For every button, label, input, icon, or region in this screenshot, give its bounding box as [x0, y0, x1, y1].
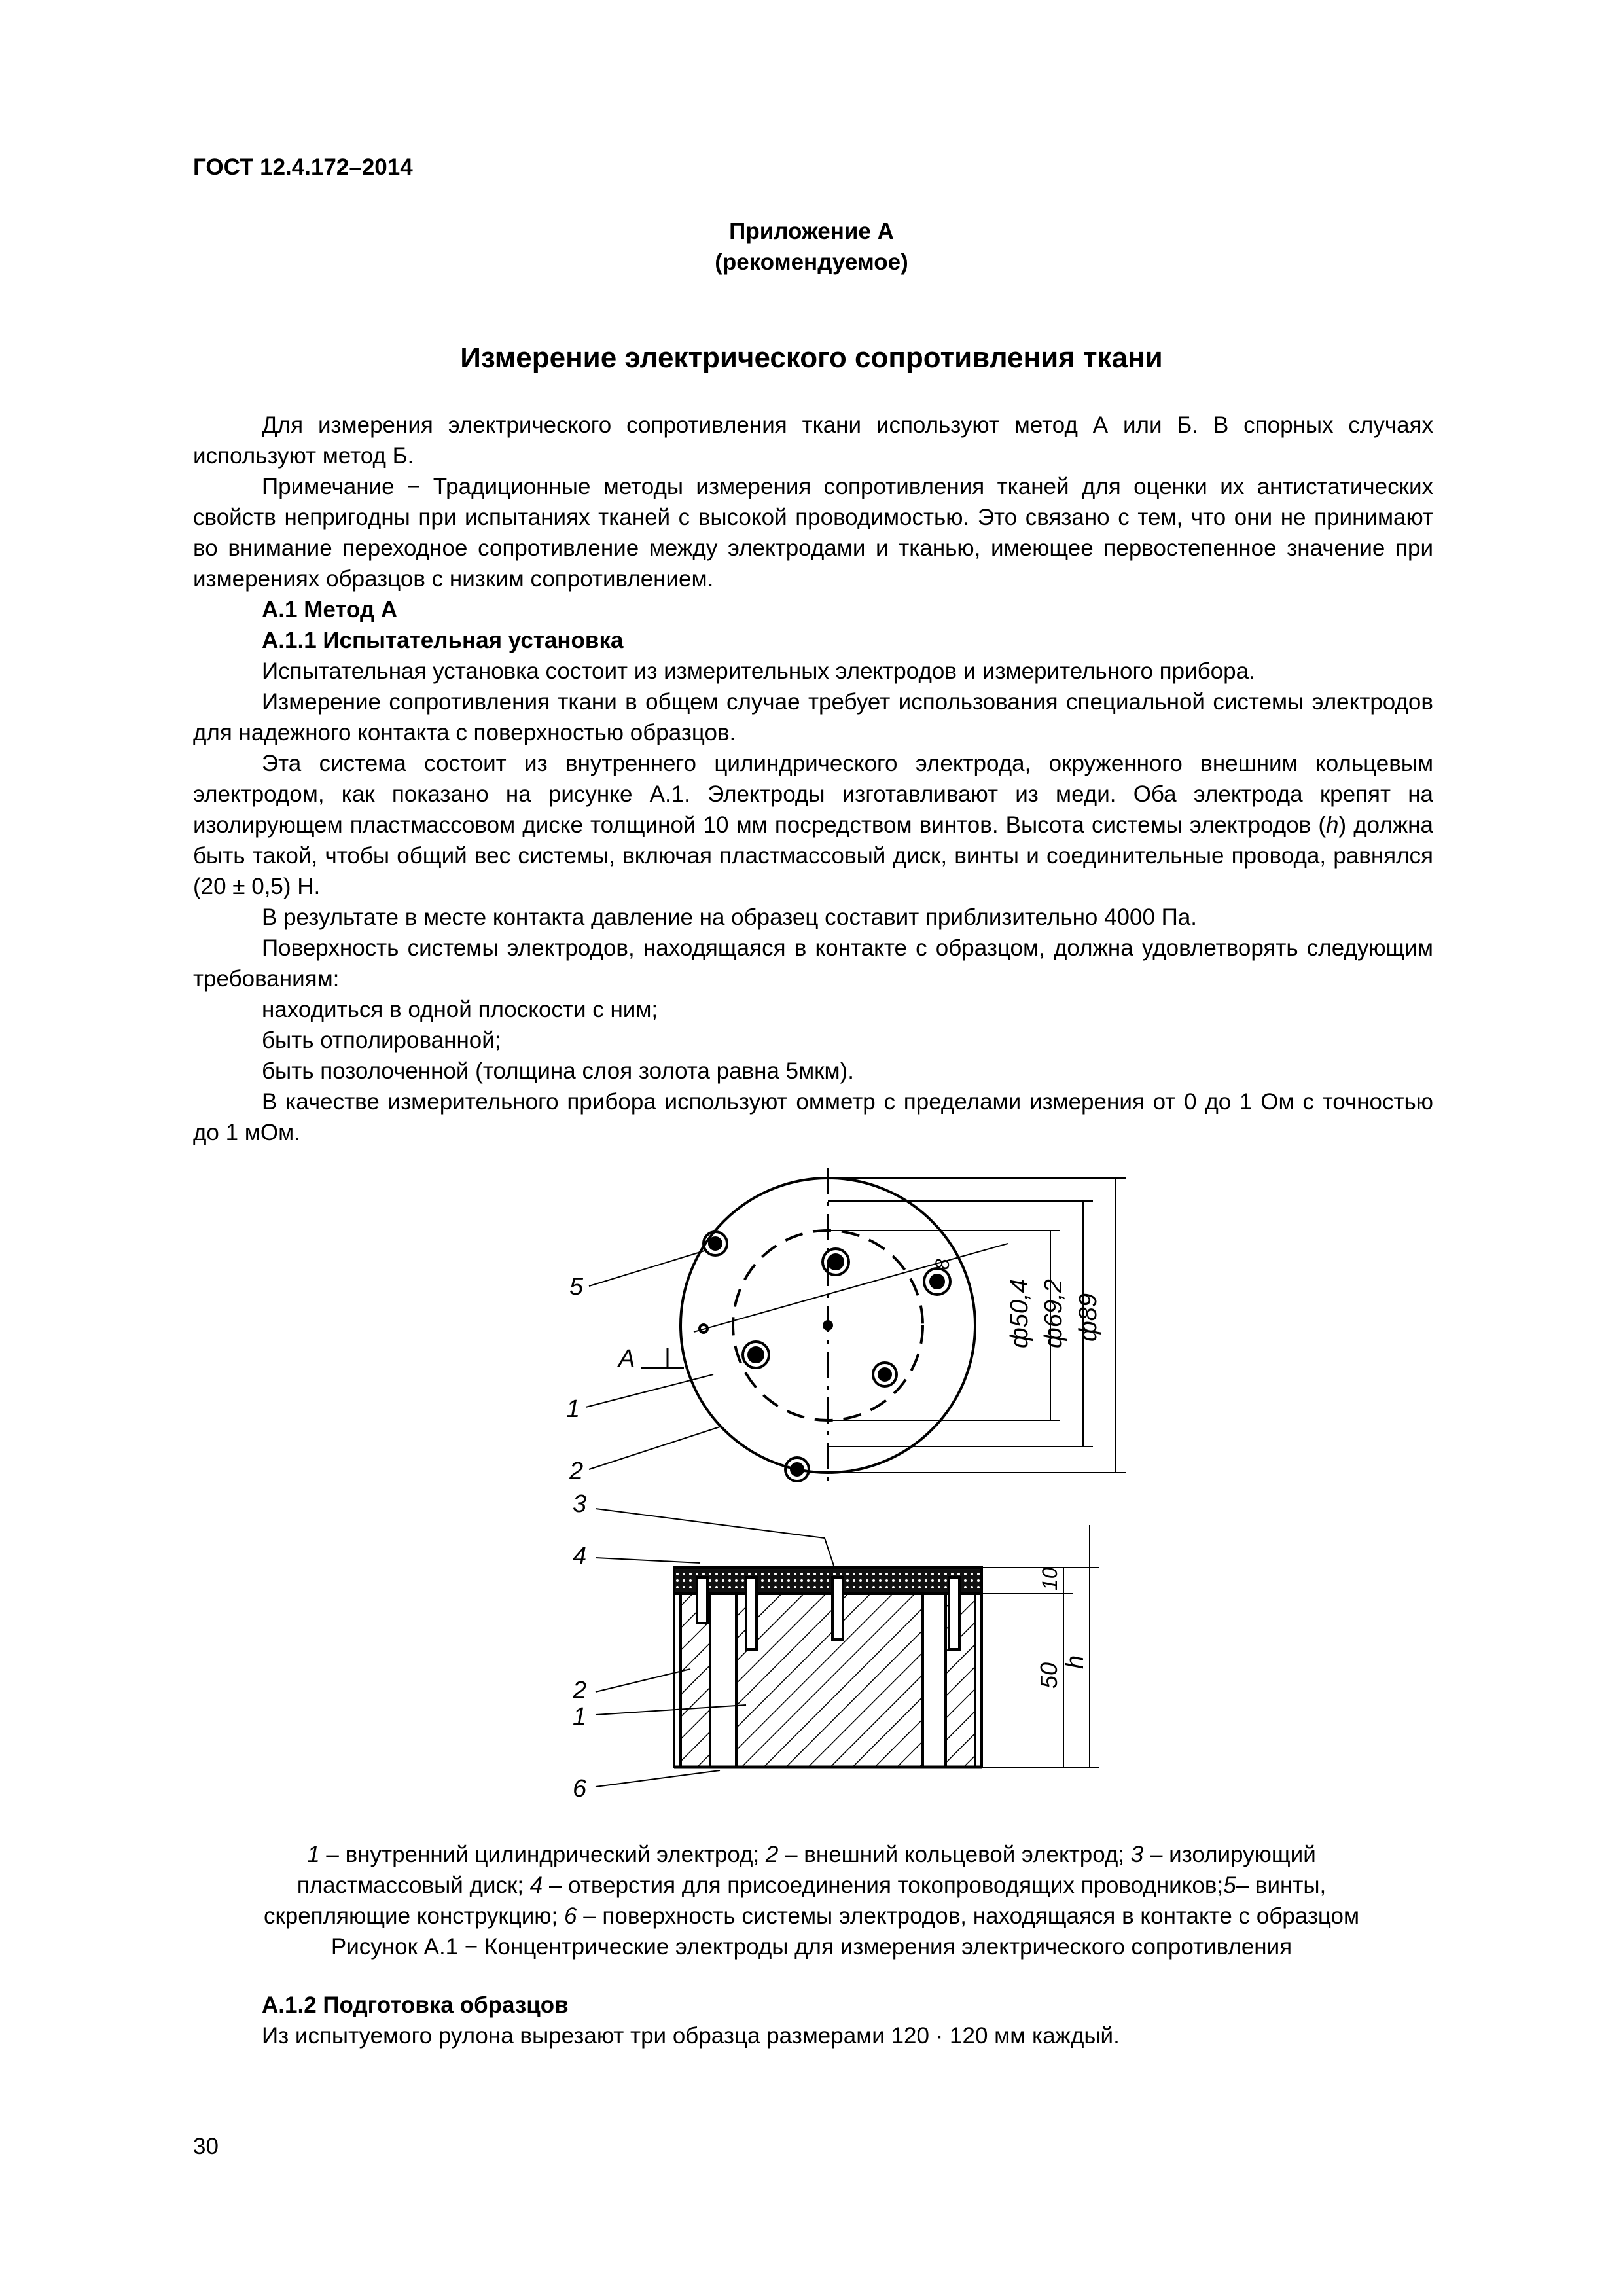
- dim-label-8: 8: [932, 1259, 954, 1270]
- screw-section: [832, 1577, 843, 1640]
- document-code: ГОСТ 12.4.172–2014: [193, 154, 413, 180]
- text-run: ) должна быть такой, чтобы общий вес системы, включая пластмассовый диск, винты и соединительные провода, равнялся (20 ± 0,5) Н.: [193, 812, 1433, 899]
- caption-text: – поверхность системы электродов, находящаяся в контакте с образцом: [577, 1903, 1360, 1929]
- caption-num: 5: [1223, 1873, 1236, 1898]
- page-number: 30: [193, 2134, 219, 2159]
- appendix-status: (рекомендуемое): [715, 249, 908, 275]
- caption-text: пластмассовый диск;: [296, 1873, 530, 1898]
- label-2-plan: 2: [569, 1458, 584, 1485]
- dim-label-h: h: [1061, 1655, 1089, 1669]
- heading-method-a: А.1 Метод А: [262, 597, 398, 622]
- caption-text: – внутренний цилиндрический электрод;: [319, 1842, 766, 1867]
- label-3: 3: [573, 1490, 587, 1518]
- leader-4: [596, 1558, 700, 1563]
- caption-text: – внешний кольцевой электрод;: [778, 1842, 1131, 1867]
- paragraph: Поверхность системы электродов, находящаяся в контакте с образцом, должна удовлетворять следующим требованиям:: [193, 935, 1433, 992]
- symbol-h: h: [1326, 812, 1339, 838]
- leader-2-plan: [589, 1427, 720, 1469]
- paragraph: Испытательная установка состоит из измерительных электродов и измерительного прибора.: [262, 658, 1255, 684]
- caption-text: – отверстия для присоединения токопроводящих проводников;: [543, 1873, 1224, 1898]
- dim-label-50-height: 50: [1035, 1662, 1062, 1689]
- leader-1-plan: [586, 1374, 713, 1407]
- paragraph: В результате в месте контакта давление на образец составит приблизительно 4000 Па.: [262, 905, 1198, 930]
- appendix-title: Приложение А: [729, 219, 894, 244]
- caption-text: скрепляющие конструкцию;: [263, 1903, 565, 1929]
- dim-label-69: ф69,2: [1040, 1279, 1067, 1348]
- caption-text: – винты,: [1236, 1873, 1327, 1898]
- dim-label-89: ф89: [1075, 1293, 1102, 1342]
- label-4: 4: [573, 1543, 587, 1570]
- paragraph: Для измерения электрического сопротивления ткани используют метод А или Б. В спорных случаях используют метод Б.: [193, 412, 1433, 469]
- section-title: Измерение электрического сопротивления ткани: [460, 342, 1163, 374]
- text-run: Эта система состоит из внутреннего цилиндрического электрода, окруженного внешним кольцевым электродом, как показано на рисунке А.1. Электроды изготавливают из меди. Оба электрода крепят на изолирующем пластмассовом диске толщиной 10 мм посредством винтов. Высота системы электродов (: [193, 751, 1433, 838]
- paragraph: В качестве измерительного прибора используют омметр с пределами измерения от 0 до 1 Ом с точностью до 1 мОм.: [193, 1089, 1433, 1145]
- list-item: находиться в одной плоскости с ним;: [262, 997, 658, 1022]
- caption-num: 2: [765, 1842, 779, 1867]
- leader-3: [596, 1509, 825, 1538]
- center-point: [824, 1321, 832, 1329]
- figure-title: Рисунок А.1 − Концентрические электроды для измерения электрического сопротивления: [330, 1934, 1293, 1960]
- center-line-diagonal: [694, 1244, 1008, 1332]
- label-6: 6: [573, 1775, 587, 1803]
- electrode-drawing: [550, 1158, 1139, 1826]
- dim-label-50: ф50,4: [1006, 1279, 1033, 1348]
- label-5: 5: [569, 1273, 584, 1300]
- label-section-a: А: [618, 1345, 635, 1372]
- body-text: [193, 410, 1433, 1148]
- caption-line: [157, 1870, 1466, 1901]
- label-1-plan: 1: [566, 1395, 580, 1423]
- heading-test-setup: А.1.1 Испытательная установка: [262, 628, 624, 653]
- caption-line: [157, 1901, 1466, 1931]
- section-view: [596, 1509, 1099, 1787]
- inner-electrode: [736, 1594, 923, 1767]
- leader-6: [596, 1770, 720, 1787]
- caption-text: – изолирующий: [1143, 1842, 1316, 1867]
- caption-num: 3: [1130, 1842, 1144, 1867]
- caption-num: 6: [564, 1903, 577, 1929]
- paragraph: [193, 748, 1433, 902]
- leader-5: [589, 1250, 707, 1286]
- caption-line: [157, 1839, 1466, 1870]
- screw-section: [949, 1577, 959, 1649]
- dim-label-10: 10: [1038, 1567, 1061, 1590]
- label-1-section: 1: [573, 1703, 587, 1731]
- list-item: быть позолоченной (толщина слоя золота равна 5мкм).: [262, 1058, 854, 1084]
- caption-num: 1: [307, 1842, 320, 1867]
- paragraph: Измерение сопротивления ткани в общем случае требует использования специальной системы электродов для надежного контакта с поверхностью образцов.: [193, 689, 1433, 745]
- screw-section: [746, 1577, 757, 1649]
- heading-sample-prep: А.1.2 Подготовка образцов: [262, 1992, 569, 2018]
- insulating-disc: [674, 1568, 982, 1594]
- section-sample-prep: [193, 1990, 1433, 2051]
- paragraph: Из испытуемого рулона вырезают три образца размерами 120 · 120 мм каждый.: [262, 2023, 1120, 2049]
- list-item: быть отполированной;: [262, 1028, 501, 1053]
- label-2-section: 2: [573, 1677, 587, 1704]
- caption-num: 4: [529, 1873, 543, 1898]
- figure-caption: [157, 1839, 1466, 1962]
- screw-section: [697, 1577, 707, 1623]
- note-paragraph: Примечание − Традиционные методы измерения сопротивления тканей для оценки их антистатических свойств непригодны при испытаниях тканей с высокой проводимостью. Это связано с тем, что они не принимают во внимание переходное сопротивление между электродами и тканью, имеющее первостепенное значение при измерениях образцов с низким сопротивлением.: [193, 474, 1433, 592]
